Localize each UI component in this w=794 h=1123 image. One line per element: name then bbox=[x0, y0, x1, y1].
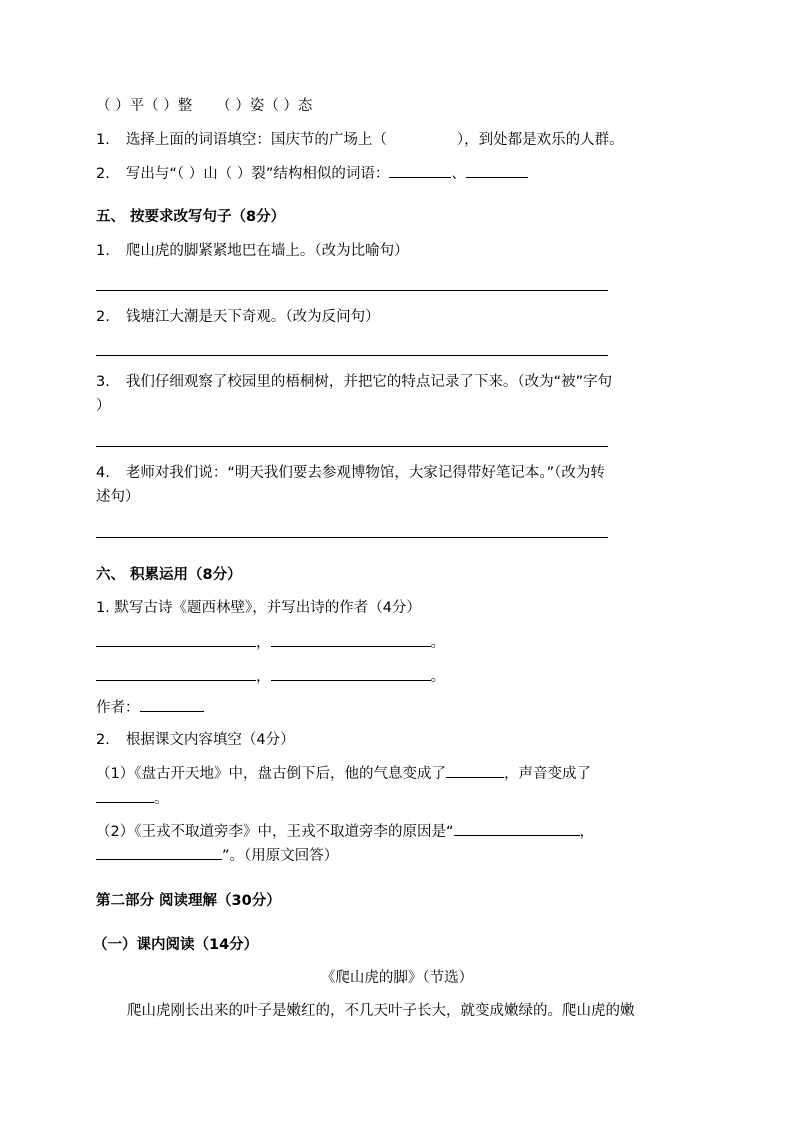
question-1 bbox=[96, 130, 624, 150]
comma: ， bbox=[579, 824, 594, 840]
author-blank[interactable] bbox=[140, 697, 204, 712]
section-5-heading: 五、 按要求改写句子（8分） bbox=[96, 209, 286, 225]
rewrite-item-2 bbox=[96, 307, 380, 327]
fill-sub-1 bbox=[96, 763, 591, 784]
item-text: 我们仔细观察了校园里的梧桐树，并把它的特点记录了下来。（改为“被”字句 bbox=[125, 374, 613, 390]
item-text: 老师对我们说：“明天我们要去参观博物馆，大家记得带好笔记本。”（改为转 bbox=[125, 465, 605, 481]
period: 。 bbox=[430, 635, 445, 651]
poem-line-2 bbox=[96, 666, 445, 687]
question-number: 1. bbox=[96, 132, 110, 148]
fill-blank[interactable] bbox=[96, 788, 154, 803]
answer-line[interactable] bbox=[96, 537, 608, 538]
author-label: 作者： bbox=[96, 700, 140, 716]
poem-blank[interactable] bbox=[96, 666, 256, 681]
comma: ， bbox=[256, 635, 271, 651]
answer-blank[interactable] bbox=[466, 163, 528, 178]
fill-sub-2-cont bbox=[96, 845, 338, 866]
passage-title: 《爬山虎的脚》（节选） bbox=[320, 970, 474, 986]
fill-blank[interactable] bbox=[454, 821, 580, 836]
question-2 bbox=[96, 163, 528, 184]
rewrite-item-4 bbox=[96, 463, 605, 483]
sub-text-end: 。 bbox=[154, 791, 169, 807]
question-text: 写出与“（ ）山（ ）裂”结构相似的词语： bbox=[125, 166, 390, 182]
reading-sub-heading: （一）课内阅读（14分） bbox=[93, 937, 259, 953]
rewrite-item-3-cont: ） bbox=[96, 398, 111, 414]
vocab-line bbox=[96, 96, 312, 116]
part-2-heading: 第二部分 阅读理解（30分） bbox=[96, 893, 281, 909]
item-number: 4. bbox=[96, 465, 110, 481]
fill-sub-1-cont bbox=[96, 788, 169, 809]
question-text: 选择上面的词语填空：国庆节的广场上（ bbox=[125, 132, 387, 148]
sub-text: （2）《王戎不取道旁李》中，王戎不取道旁李的原因是“ bbox=[96, 824, 454, 840]
poem-blank[interactable] bbox=[271, 666, 431, 681]
answer-blank[interactable] bbox=[389, 163, 451, 178]
answer-line[interactable] bbox=[96, 290, 608, 291]
poem-question: 1. 默写古诗《题西林壁》，并写出诗的作者（4分） bbox=[96, 600, 421, 616]
item-text: 根据课文内容填空（4分） bbox=[125, 732, 295, 748]
item-number: 2. bbox=[96, 309, 110, 325]
period: 。 bbox=[430, 669, 445, 685]
sub-text-mid: ，声音变成了 bbox=[503, 766, 591, 782]
vocab-group-1: （ ）平（ ）整 bbox=[96, 98, 193, 114]
answer-line[interactable] bbox=[96, 355, 608, 356]
item-text: 爬山虎的脚紧紧地巴在墙上。（改为比喻句） bbox=[125, 243, 409, 259]
fill-blank[interactable] bbox=[96, 845, 222, 860]
fill-question bbox=[96, 730, 295, 750]
author-line bbox=[96, 697, 204, 718]
item-number: 3. bbox=[96, 374, 110, 390]
poem-blank[interactable] bbox=[271, 632, 431, 647]
poem-blank[interactable] bbox=[96, 632, 256, 647]
item-number: 1. bbox=[96, 243, 110, 259]
question-number: 2. bbox=[96, 166, 110, 182]
poem-line-1 bbox=[96, 632, 445, 653]
passage-paragraph: 爬山虎刚长出来的叶子是嫩红的，不几天叶子长大，就变成嫩绿的。爬山虎的嫩 bbox=[127, 1003, 635, 1019]
answer-line[interactable] bbox=[96, 446, 608, 447]
fill-blank[interactable] bbox=[446, 763, 504, 778]
item-number: 2. bbox=[96, 732, 110, 748]
sub-text: （1）《盘古开天地》中，盘古倒下后，他的气息变成了 bbox=[96, 766, 446, 782]
rewrite-item-3 bbox=[96, 372, 612, 392]
fill-sub-2 bbox=[96, 821, 594, 842]
question-text-end: ），到处都是欢乐的人群。 bbox=[456, 132, 624, 148]
sub-text-end: ”。（用原文回答） bbox=[222, 848, 339, 864]
separator: 、 bbox=[451, 166, 466, 182]
section-6-heading: 六、 积累运用（8分） bbox=[96, 567, 242, 583]
rewrite-item-4-cont: 述句） bbox=[96, 489, 140, 505]
rewrite-item-1 bbox=[96, 241, 409, 261]
comma: ， bbox=[256, 669, 271, 685]
vocab-group-2: （ ）姿（ ）态 bbox=[216, 98, 313, 114]
item-text: 钱塘江大潮是天下奇观。（改为反问句） bbox=[125, 309, 380, 325]
